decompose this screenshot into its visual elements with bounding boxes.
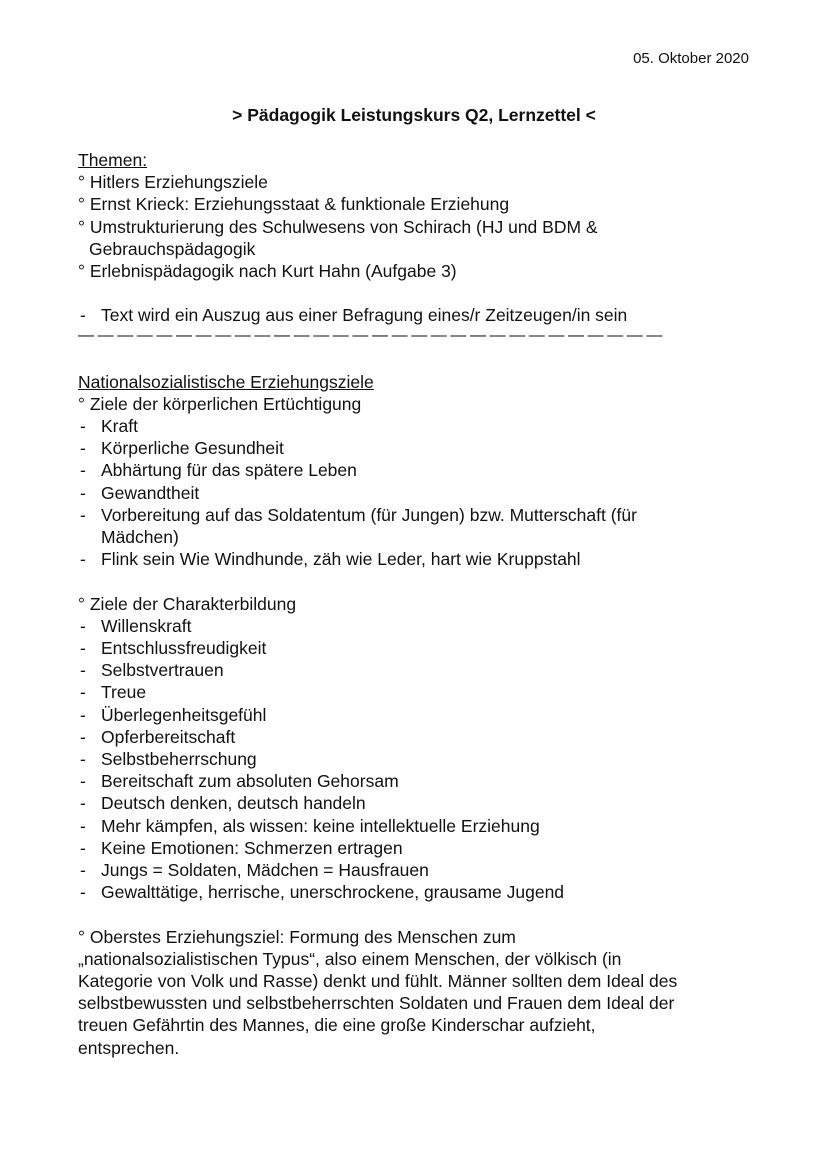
themen-item: ° Umstrukturierung des Schulwesens von Schirach (HJ und BDM & (78, 216, 598, 237)
list-item: - Gewandtheit (80, 482, 200, 503)
list-item: - Opferbereitschaft (80, 726, 236, 747)
charakter-heading: ° Ziele der Charakterbildung (78, 593, 297, 614)
oberstes-ziel-line: selbstbewussten und selbstbeherrschten Soldaten und Frauen dem Ideal der (78, 993, 675, 1014)
themen-item-continuation: Gebrauchspädagogik (89, 238, 256, 259)
list-item: - Bereitschaft zum absoluten Gehorsam (80, 771, 399, 792)
document-body (78, 149, 768, 1059)
dash-marker: - (80, 305, 86, 326)
oberstes-ziel-line: treuen Gefährtin des Mannes, die eine große Kinderschar aufzieht, (78, 1015, 596, 1036)
themen-item: ° Ernst Krieck: Erziehungsstaat & funktionale Erziehung (78, 194, 510, 215)
list-item: - Selbstbeherrschung (80, 749, 257, 770)
exam-note-text: Text wird ein Auszug aus einer Befragung eines/r Zeitzeugen/in sein (101, 305, 628, 326)
oberstes-ziel-line: ° Oberstes Erziehungsziel: Formung des Menschen zum (78, 926, 516, 947)
list-item: - Entschlussfreudigkeit (80, 638, 267, 659)
list-item: - Körperliche Gesundheit (80, 438, 284, 459)
oberstes-ziel-line: „nationalsozialistischen Typus“, also einem Menschen, der völkisch (in (78, 948, 622, 969)
koerper-heading: ° Ziele der körperlichen Ertüchtigung (78, 393, 362, 414)
ns-heading: Nationalsozialistische Erziehungsziele (78, 371, 374, 392)
list-item: - Keine Emotionen: Schmerzen ertragen (80, 837, 403, 858)
list-item: - Abhärtung für das spätere Leben (80, 460, 357, 481)
list-item: - Überlegenheitsgefühl (80, 704, 267, 725)
list-item: - Flink sein Wie Windhunde, zäh wie Leder, hart wie Kruppstahl (80, 549, 581, 570)
page-title: > Pädagogik Leistungskurs Q2, Lernzettel < (232, 105, 596, 125)
themen-heading: Themen: (78, 150, 148, 170)
list-item: - Willenskraft (80, 615, 192, 636)
oberstes-ziel-line: Kategorie von Volk und Rasse) denkt und fühlt. Männer sollten dem Ideal des (78, 971, 678, 992)
list-item: - Deutsch denken, deutsch handeln (80, 793, 366, 814)
exam-note (78, 304, 768, 326)
list-item: - Selbstvertrauen (80, 660, 224, 681)
list-item: - Gewalttätige, herrische, unerschrockene, grausame Jugend (80, 882, 565, 903)
themen-item: ° Hitlers Erziehungsziele (78, 172, 268, 193)
list-item: - Mehr kämpfen, als wissen: keine intellektuelle Erziehung (80, 815, 540, 836)
separator-line: —————————————————————————————— (78, 326, 666, 344)
document-date: 05. Oktober 2020 (633, 50, 749, 67)
list-item: - Jungs = Soldaten, Mädchen = Hausfrauen (80, 860, 429, 881)
themen-item: ° Erlebnispädagogik nach Kurt Hahn (Aufgabe 3) (78, 261, 457, 282)
list-item-continuation: Mädchen) (101, 527, 179, 548)
list-item: - Treue (80, 682, 147, 703)
oberstes-ziel-line: entsprechen. (78, 1037, 180, 1058)
list-item: - Kraft (80, 416, 138, 437)
list-item: - Vorbereitung auf das Soldatentum (für Jungen) bzw. Mutterschaft (für (80, 504, 637, 525)
